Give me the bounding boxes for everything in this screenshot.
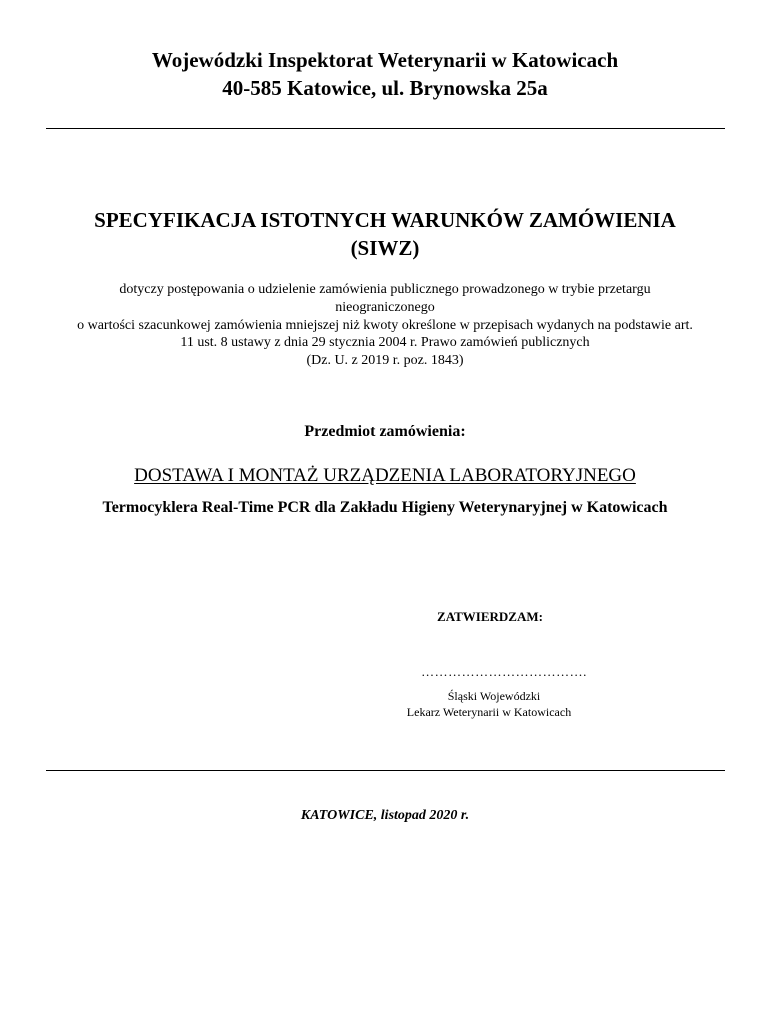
- signatory-title: Śląski Wojewódzki: [447, 689, 541, 703]
- subject-detail: Termocyklera Real-Time PCR dla Zakładu Higieny Weterynaryjnej w Katowicach: [102, 499, 668, 516]
- institution-address: 40-585 Katowice, ul. Brynowska 25a: [222, 76, 548, 100]
- footer-divider: [46, 770, 725, 771]
- approval-label: ZATWIERDZAM:: [437, 609, 543, 624]
- subject-label: Przedmiot zamówienia:: [304, 423, 466, 440]
- document-title-abbrev: (SIWZ): [350, 236, 420, 260]
- description-line: o wartości szacunkowej zamówienia mniejszej niż kwoty określone w przepisach wydanych na podstawie art.: [77, 318, 693, 333]
- document-title: SPECYFIKACJA ISTOTNYCH WARUNKÓW ZAMÓWIENIA: [94, 208, 676, 232]
- place-and-date: KATOWICE, listopad 2020 r.: [300, 808, 470, 823]
- description-line: dotyczy postępowania o udzielenie zamówienia publicznego prowadzonego w trybie przetargu: [119, 282, 651, 297]
- institution-name: Wojewódzki Inspektorat Weterynarii w Katowicach: [151, 48, 619, 72]
- description-line: 11 ust. 8 ustawy z dnia 29 stycznia 2004 r. Prawo zamówień publicznych: [180, 335, 590, 350]
- description-line: (Dz. U. z 2019 r. poz. 1843): [306, 353, 464, 368]
- subject-main: DOSTAWA I MONTAŻ URZĄDZENIA LABORATORYJNEGO: [134, 465, 636, 486]
- signature-line: ……………………………….: [421, 664, 587, 679]
- signatory-office: Lekarz Weterynarii w Katowicach: [406, 705, 572, 719]
- description-line: nieograniczonego: [335, 300, 435, 315]
- header-divider: [46, 128, 725, 129]
